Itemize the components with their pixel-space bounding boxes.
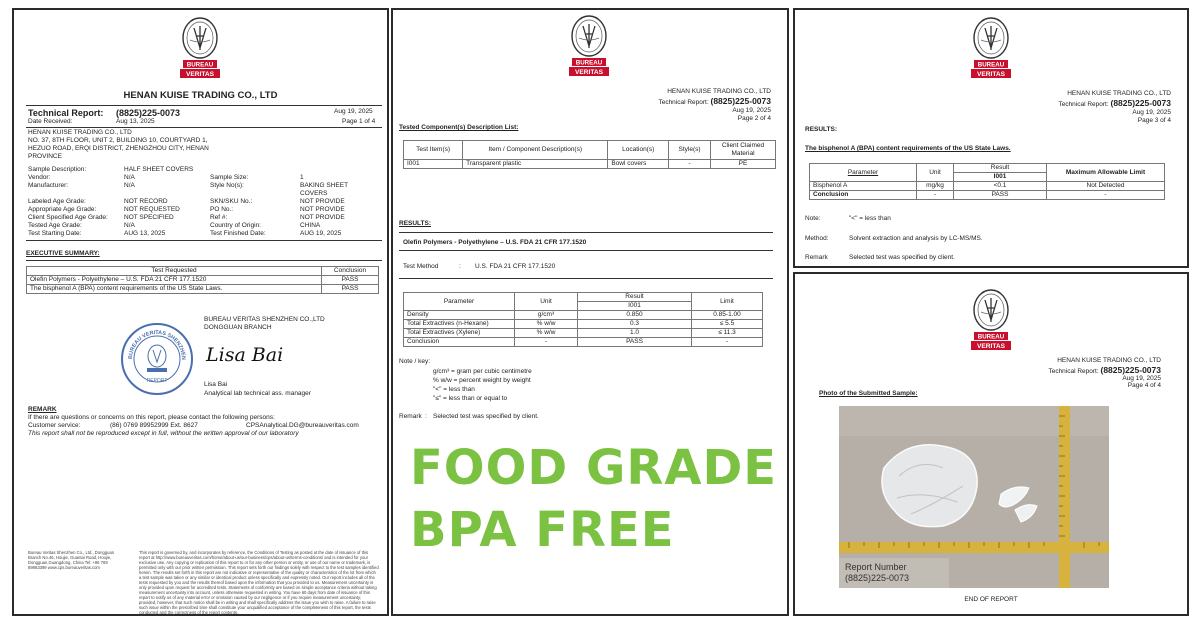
field-value: BAKING SHEET	[300, 182, 349, 189]
summary-table	[26, 266, 379, 294]
table-cell: g/cm³	[515, 311, 578, 320]
table-cell: Total Extractives (Xylene)	[404, 329, 515, 338]
address-line: PROVINCE	[28, 153, 62, 160]
page-number: Page 3 of 4	[1137, 117, 1171, 124]
note-text: "<" = less than	[849, 215, 891, 222]
remark-colon: :	[425, 413, 427, 420]
remark-label: Remark	[399, 413, 422, 420]
table-cell: Bowl covers	[608, 160, 669, 169]
tech-report-label: Technical Report:	[28, 108, 104, 118]
table-cell: PASS	[322, 285, 379, 294]
field-value: HALF SHEET COVERS	[124, 166, 194, 173]
table-row	[810, 182, 1165, 191]
tech-report-number: (8825)225-0073	[116, 108, 181, 118]
note-item: "<" = less than	[433, 386, 475, 393]
table-cell: PASS	[954, 191, 1047, 200]
field-label: PO No.:	[210, 206, 234, 213]
address-line: HENAN KUISE TRADING CO., LTD	[28, 129, 132, 136]
customer-service-email[interactable]: CPSAnalytical.DG@bureauveritas.com	[246, 422, 359, 429]
field-value: NOT PROVIDE	[300, 198, 345, 205]
field-value: NOT PROVIDE	[300, 206, 345, 213]
table-row	[404, 311, 763, 320]
header-cell: Unit	[917, 164, 954, 182]
page-number: Page 1 of 4	[342, 118, 376, 125]
report-page-4	[793, 272, 1189, 616]
method-text: Solvent extraction and analysis by LC-MS/MS.	[849, 235, 983, 242]
remark-label: Remark	[805, 254, 828, 261]
table-cell: Conclusion	[810, 191, 917, 200]
bureau-veritas-logo	[965, 16, 1017, 82]
logo-word-veritas: VERITAS	[976, 71, 1006, 78]
date-received-label: Date Received:	[28, 118, 73, 125]
company-seal-stamp	[120, 322, 194, 396]
client-address	[28, 129, 209, 161]
field-value: N/A	[124, 222, 135, 229]
header-cell: Maximum Allowable Limit	[1047, 164, 1165, 182]
header-cell: Parameter	[810, 164, 917, 182]
table-cell: I001	[404, 160, 463, 169]
header-cell: I001	[578, 302, 692, 311]
table-cell: 0.850	[578, 311, 692, 320]
logo-word-veritas: VERITAS	[976, 343, 1006, 350]
remark-title: REMARK	[28, 406, 57, 413]
report-date: Aug 19, 2025	[334, 108, 373, 115]
logo-word-bureau: BUREAU	[977, 333, 1005, 341]
note-item: % w/w = percent weight by weight	[433, 377, 531, 384]
bpa-results-table	[809, 163, 1165, 200]
customer-service-phone: (86) 0769 89952999 Ext. 8627	[110, 422, 198, 429]
logo-word-bureau: BUREAU	[977, 61, 1005, 69]
company-heading: HENAN KUISE TRADING CO., LTD	[1057, 357, 1161, 364]
field-label: Ref #:	[210, 214, 228, 221]
field-value: 1	[300, 174, 304, 181]
field-label: Sample Size:	[210, 174, 249, 181]
table-cell: mg/kg	[917, 182, 954, 191]
table-cell: Not Detected	[1047, 182, 1165, 191]
results-table	[403, 292, 763, 347]
signer-name: Lisa Bai	[204, 381, 228, 388]
remark-text: If there are questions or concerns on this report, please contact the following persons:	[28, 414, 275, 421]
sample-fields-left	[28, 166, 194, 238]
tech-report-number: (8825)225-0073	[1110, 98, 1171, 108]
table-cell: 0.3	[578, 320, 692, 329]
logo-word-bureau: BUREAU	[575, 59, 603, 67]
header-cell: I001	[954, 173, 1047, 182]
tech-report-number: (8825)225-0073	[710, 96, 771, 106]
date-received: Aug 13, 2025	[116, 118, 155, 125]
tech-report-label: Technical Report:	[1048, 368, 1099, 375]
logo-word-bureau: BUREAU	[186, 61, 214, 69]
table-cell: PE	[711, 160, 776, 169]
header-cell: Parameter	[404, 293, 515, 311]
field-value: N/A	[124, 174, 135, 181]
report-page-2	[391, 8, 789, 616]
header-cell: Result	[954, 164, 1047, 173]
report-date: Aug 19, 2025	[1132, 109, 1171, 116]
header-cell: Limit	[692, 293, 763, 311]
field-value: AUG 19, 2025	[300, 230, 342, 237]
sample-fields-right	[210, 166, 349, 238]
tech-report-number: (8825)225-0073	[1100, 365, 1161, 375]
stamp-text: BUREAU VERITAS SHENZHEN	[127, 329, 187, 361]
field-label: Test Starting Date:	[28, 230, 82, 237]
note-label: Note:	[805, 215, 821, 222]
field-value: AUG 13, 2025	[124, 230, 166, 237]
field-label: Labeled Age Grade:	[28, 198, 86, 205]
table-cell: The bisphenol A (BPA) content requirements of the US State Laws.	[27, 285, 322, 294]
field-label: Client Specified Age Grade:	[28, 214, 108, 221]
table-cell: PASS	[322, 276, 379, 285]
tech-report-label: Technical Report:	[1058, 101, 1109, 108]
header-cell: Test Requested	[27, 267, 322, 276]
remark-text: Selected test was specified by client.	[849, 254, 955, 261]
food-grade-banner: FOOD GRADE	[410, 440, 778, 496]
results-title: RESULTS:	[805, 126, 838, 133]
field-value: N/A	[124, 182, 135, 189]
table-row	[27, 285, 379, 294]
end-of-report: END OF REPORT	[964, 596, 1018, 603]
header-cell: Client Claimed Material	[711, 141, 776, 160]
table-cell: ≤ 11.3	[692, 329, 763, 338]
remark-text: Selected test was specified by client.	[433, 413, 539, 420]
field-label: Test Finished Date:	[210, 230, 266, 237]
table-cell: -	[692, 338, 763, 347]
header-cell: Conclusion	[322, 267, 379, 276]
stamp-bottom: REPORT	[146, 378, 168, 384]
tech-report-line	[1058, 98, 1171, 108]
logo-word-veritas: VERITAS	[574, 69, 604, 76]
note-item: g/cm³ = gram per cubic centimetre	[433, 368, 532, 375]
table-cell: PASS	[578, 338, 692, 347]
company-heading: HENAN KUISE TRADING CO., LTD	[667, 88, 771, 95]
report-page-1	[12, 8, 389, 616]
field-label: Sample Description:	[28, 166, 87, 173]
table-cell: % w/w	[515, 329, 578, 338]
field-value: NOT REQUESTED	[124, 206, 180, 213]
table-header	[404, 141, 776, 160]
page-number: Page 2 of 4	[737, 115, 771, 122]
table-cell: Transparent plastic	[463, 160, 608, 169]
method-label: Method:	[805, 235, 829, 242]
sample-photo	[839, 406, 1109, 588]
table-cell: ≤ 5.5	[692, 320, 763, 329]
field-value: CHINA	[300, 222, 321, 229]
table-header	[27, 267, 379, 276]
field-label: SKN/SKU No.:	[210, 198, 253, 205]
header-cell: Item / Component Description(s)	[463, 141, 608, 160]
header-cell: Result	[578, 293, 692, 302]
photo-report-label: Report Number	[845, 562, 907, 572]
test-method-label: Test Method	[403, 263, 439, 270]
logo-word-veritas: VERITAS	[185, 71, 215, 78]
table-row	[404, 338, 763, 347]
table-cell: Bisphenol A	[810, 182, 917, 191]
field-value: NOT PROVIDE	[300, 214, 345, 221]
report-date: Aug 19, 2025	[1122, 375, 1161, 382]
field-label: Appropriate Age Grade:	[28, 206, 97, 213]
table-cell: 1.0	[578, 329, 692, 338]
table-cell: Olefin Polymers - Polyethylene – U.S. FDA 21 CFR 177.1520	[27, 276, 322, 285]
header-cell: Unit	[515, 293, 578, 311]
header-cell: Style(s)	[669, 141, 711, 160]
bpa-free-banner: BPA FREE	[410, 502, 675, 558]
field-label: Country of Origin:	[210, 222, 261, 229]
table-header	[404, 293, 763, 302]
table-row	[404, 320, 763, 329]
branch-name: BUREAU VERITAS SHENZHEN CO.,LTD	[204, 316, 325, 323]
bureau-veritas-logo	[965, 288, 1017, 354]
footer-terms: This report is governed by, and incorporates by reference, the Conditions of Testing as posted at the date of issuance of this report at http://www.bureauveritas.com/home/about-us/our-business/cps/about-us/terms-conditions/ and is intended for your exclusive use. Any copying or replication of this report to or for any other person or entity, or use of our name or trademark, is permitted only with our prior written permission. This report sets forth our findings solely with respect to the test samples identified herein. The results set forth in this report are not indicative or representative of the quality or characteristics of the lot from which a test sample was taken or any similar or identical product unless specifically and expressly noted. Our report includes all of the tests requested by you and the results thereof based upon the information that you provided to us. Measurement uncertainty is only provided upon request for accredited tests. Statements of conformity are based on simple acceptance criteria without taking measurement uncertainty into account, unless otherwise requested in writing. You have 60 days from date of issuance of this report to notify us of any material error or omission caused by our negligence or if you require measurement uncertainty; provided, however, that such notice shall be in writing and shall specifically address the issue you wish to raise. A failure to raise such issue within the prescribed time shall constitute your unqualified acceptance of the completeness of this report, the tests conducted and the correctness of the report contents.	[139, 550, 379, 615]
field-label: Vendor:	[28, 174, 51, 181]
tech-report-line	[1048, 365, 1161, 375]
signature: Lisa Bai	[206, 344, 284, 366]
table-cell: -	[669, 160, 711, 169]
components-table	[403, 140, 776, 169]
signer-title: Analytical lab technical ass. manager	[204, 390, 311, 397]
table-cell: % w/w	[515, 320, 578, 329]
bureau-veritas-logo	[563, 14, 615, 80]
reproduction-note: This report shall not be reproduced except in full, without the written approval of our laboratory	[28, 430, 299, 437]
bpa-title: The bisphenol A (BPA) content requirements of the US State Laws.	[805, 145, 1011, 152]
field-value: NOT RECORD	[124, 198, 168, 205]
note-list	[433, 368, 532, 404]
olefin-title: Olefin Polymers - Polyethylene – U.S. FDA 21 CFR 177.1520	[403, 239, 587, 246]
tech-report-label: Technical Report:	[658, 99, 709, 106]
report-page-3	[793, 8, 1189, 268]
table-row	[27, 276, 379, 285]
table-row	[810, 191, 1165, 200]
address-line: NO. 37, 8TH FLOOR, UNIT 2, BUILDING 10, COURTYARD 1,	[28, 137, 208, 144]
table-cell: -	[1047, 191, 1165, 200]
components-title: Tested Component(s) Description List:	[399, 124, 519, 131]
field-label: Style No(s):	[210, 182, 244, 189]
address-line: HEZUO ROAD, ERQI DISTRICT, ZHENGZHOU CITY, HENAN	[28, 145, 209, 152]
table-row	[404, 329, 763, 338]
tech-report-line	[658, 96, 771, 106]
bureau-veritas-logo	[174, 16, 226, 82]
table-cell: Conclusion	[404, 338, 515, 347]
table-cell: Total Extractives (n-Hexane)	[404, 320, 515, 329]
table-header	[810, 164, 1165, 173]
field-value: COVERS	[300, 190, 328, 197]
table-cell: <0.1	[954, 182, 1047, 191]
customer-service-label: Customer service:	[28, 422, 81, 429]
field-label: Tested Age Grade:	[28, 222, 82, 229]
company-heading: HENAN KUISE TRADING CO., LTD	[1067, 90, 1171, 97]
field-label: Manufacturer:	[28, 182, 69, 189]
table-cell: -	[917, 191, 954, 200]
svg-text:BUREAU VERITAS SHENZHEN CO.,LT	[120, 322, 186, 360]
header-cell: Location(s)	[608, 141, 669, 160]
table-cell: 0.85-1.00	[692, 311, 763, 320]
field-value: NOT SPECIFIED	[124, 214, 174, 221]
table-cell: -	[515, 338, 578, 347]
header-cell: Test Item(s)	[404, 141, 463, 160]
branch-sub: DONGGUAN BRANCH	[204, 324, 272, 331]
note-title: Note / key:	[399, 358, 431, 365]
test-method-colon: :	[459, 263, 461, 270]
photo-title: Photo of the Submitted Sample:	[819, 390, 918, 397]
page-number: Page 4 of 4	[1127, 382, 1161, 389]
photo-report-number: (8825)225-0073	[845, 573, 910, 583]
footer-address: Bureau Veritas Shenzhen Co., Ltd., Dongguan Branch No.46, Houjie, Guantai Road, Houjie, Dongguan,Guangdong, China Tel: +86 769 89983399 www.cps.bureauveritas.com	[28, 550, 115, 570]
executive-summary-title: EXECUTIVE SUMMARY:	[26, 250, 100, 257]
results-title: RESULTS:	[399, 220, 432, 227]
test-method-value: U.S. FDA 21 CFR 177.1520	[475, 263, 556, 270]
note-item: "≤" = less than or equal to	[433, 395, 508, 402]
report-date: Aug 19, 2025	[732, 107, 771, 114]
table-row	[404, 160, 776, 169]
table-cell: Density	[404, 311, 515, 320]
company-heading: HENAN KUISE TRADING CO., LTD	[123, 90, 278, 101]
